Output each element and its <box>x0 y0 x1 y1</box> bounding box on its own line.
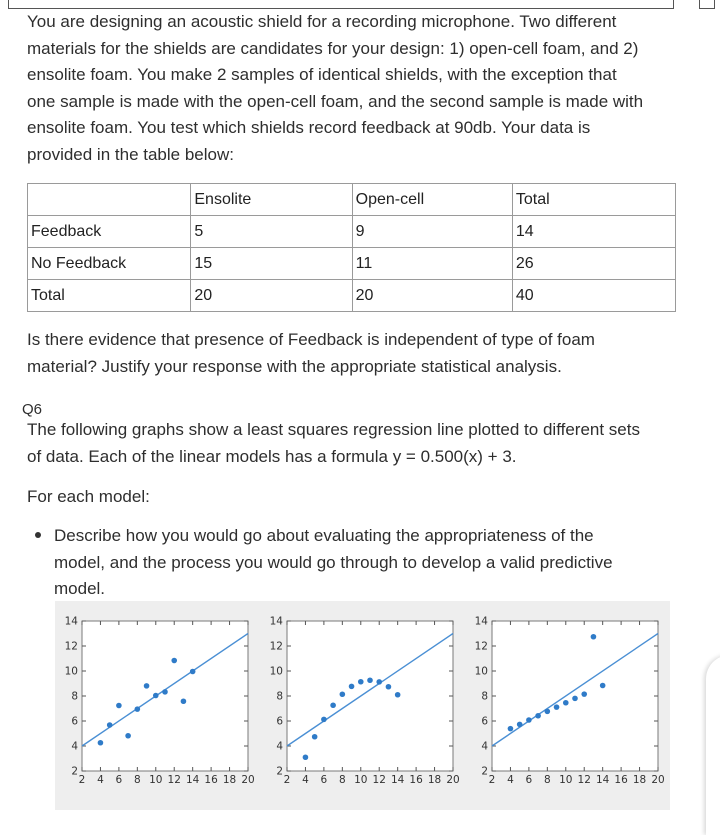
x-tick-label: 16 <box>409 774 423 786</box>
x-tick-label: 18 <box>222 774 237 786</box>
data-point <box>125 733 131 739</box>
x-tick-label: 6 <box>320 774 328 786</box>
y-tick-label: 12 <box>64 640 78 653</box>
y-tick-label: 14 <box>474 615 488 628</box>
x-tick-label: 2 <box>283 774 291 786</box>
data-point <box>116 703 122 709</box>
data-point <box>303 754 309 760</box>
data-point <box>181 698 187 704</box>
scatter-plot-2 <box>260 601 465 810</box>
data-point <box>545 709 551 715</box>
bullet-item <box>54 523 613 603</box>
intro-line: ensolite foam. You make 2 samples of identical shields, with the exception that <box>27 65 617 85</box>
table-header-row <box>28 184 676 216</box>
y-tick-label: 2 <box>481 765 488 778</box>
header-cell: Total <box>512 184 675 216</box>
data-point <box>591 634 597 640</box>
side-panel-edge <box>706 655 720 835</box>
q6-paragraph <box>27 417 640 470</box>
data-point <box>144 683 150 689</box>
table-cell: 15 <box>191 248 352 280</box>
table-row <box>28 280 676 312</box>
table-cell: 14 <box>512 216 675 248</box>
data-point <box>395 692 401 698</box>
table-cell: 26 <box>512 248 675 280</box>
x-tick-label: 2 <box>78 774 86 786</box>
y-tick-label: 2 <box>276 765 283 778</box>
y-tick-label: 4 <box>481 740 488 753</box>
q6-line: The following graphs show a least squares regression line plotted to different sets <box>27 420 640 439</box>
table-cell: 20 <box>352 280 512 312</box>
table-cell: 40 <box>512 280 675 312</box>
y-tick-label: 6 <box>481 715 488 728</box>
x-tick-label: 14 <box>185 774 200 786</box>
data-point <box>508 726 514 732</box>
scatter-plot-1 <box>55 601 260 810</box>
x-tick-label: 8 <box>338 774 346 786</box>
data-point <box>171 658 177 664</box>
data-point <box>330 702 336 708</box>
data-point <box>600 683 606 689</box>
table-cell: 5 <box>191 216 352 248</box>
table-cell: 11 <box>352 248 512 280</box>
intro-paragraph <box>27 9 643 169</box>
y-tick-label: 4 <box>71 740 78 753</box>
data-point <box>321 717 327 723</box>
data-point <box>581 691 587 697</box>
x-tick-label: 6 <box>525 774 533 786</box>
data-point <box>312 734 318 740</box>
x-tick-label: 8 <box>133 774 141 786</box>
x-tick-label: 6 <box>115 774 123 786</box>
bullet-line: model, and the process you would go through to develop a valid predictive <box>54 552 613 572</box>
data-point <box>367 677 373 683</box>
x-tick-label: 20 <box>241 774 255 786</box>
x-tick-label: 12 <box>577 774 591 786</box>
intro-line: provided in the table below: <box>27 144 234 164</box>
data-point <box>135 706 141 712</box>
intro-line: one sample is made with the open-cell foam, and the second sample is made with <box>27 91 644 111</box>
y-tick-label: 8 <box>71 690 78 703</box>
data-point <box>526 717 532 723</box>
for-each-label: For each model: <box>27 487 150 506</box>
y-tick-label: 6 <box>71 715 78 728</box>
x-tick-label: 2 <box>488 774 496 786</box>
x-tick-label: 4 <box>302 774 309 786</box>
x-tick-label: 18 <box>632 774 647 786</box>
x-tick-label: 20 <box>651 774 665 786</box>
y-tick-label: 8 <box>276 690 283 703</box>
data-point <box>572 696 578 702</box>
question-line: material? Justify your response with the appropriate statistical analysis. <box>27 356 562 376</box>
data-point <box>563 700 569 706</box>
data-point <box>535 713 541 719</box>
regression-plots <box>55 601 670 810</box>
plot-area <box>82 621 248 771</box>
x-tick-label: 14 <box>595 774 610 786</box>
intro-line: ensolite foam. You test which shields record feedback at 90db. Your data is <box>27 118 591 138</box>
data-point <box>386 684 392 690</box>
scatter-plot-svg <box>55 601 260 810</box>
x-tick-label: 16 <box>204 774 218 786</box>
data-point <box>554 704 560 710</box>
y-tick-label: 12 <box>269 640 283 653</box>
question-number: Q6 <box>22 401 43 418</box>
y-tick-label: 14 <box>64 615 78 628</box>
table-cell: No Feedback <box>28 248 191 280</box>
data-point <box>153 693 159 699</box>
q6-line: of data. Each of the linear models has a formula y = 0.500(x) + 3. <box>27 446 517 466</box>
x-tick-label: 10 <box>354 774 368 786</box>
data-point <box>349 684 355 690</box>
y-tick-label: 10 <box>474 665 488 678</box>
x-tick-label: 4 <box>97 774 104 786</box>
x-tick-label: 18 <box>427 774 442 786</box>
scatter-plot-svg <box>465 601 670 810</box>
table-row <box>28 216 676 248</box>
question-paragraph <box>27 327 595 380</box>
table-cell: Feedback <box>28 216 191 248</box>
contingency-table <box>27 183 676 312</box>
bullet-line: model. <box>54 579 106 599</box>
y-tick-label: 8 <box>481 690 488 703</box>
x-tick-label: 4 <box>507 774 514 786</box>
scatter-plot-3 <box>465 601 670 810</box>
data-point <box>162 689 168 695</box>
y-tick-label: 10 <box>269 665 283 678</box>
y-tick-label: 14 <box>269 615 283 628</box>
y-tick-label: 12 <box>474 640 488 653</box>
table-cell: 20 <box>191 280 352 312</box>
x-tick-label: 8 <box>543 774 551 786</box>
question-line: Is there evidence that presence of Feedback is independent of type of foam <box>27 330 595 349</box>
corner-marker <box>699 0 715 9</box>
x-tick-label: 14 <box>390 774 405 786</box>
x-tick-label: 12 <box>167 774 181 786</box>
table-row <box>28 248 676 280</box>
y-tick-label: 10 <box>64 665 78 678</box>
header-cell: Ensolite <box>191 184 352 216</box>
header-cell <box>28 184 191 216</box>
bullet-icon <box>35 532 41 538</box>
data-point <box>190 669 196 675</box>
data-point <box>340 691 346 697</box>
data-point <box>98 740 104 746</box>
data-point <box>358 679 364 685</box>
y-tick-label: 4 <box>276 740 283 753</box>
x-tick-label: 16 <box>614 774 628 786</box>
intro-line: materials for the shields are candidates for your design: 1) open-cell foam, and 2) <box>27 38 639 58</box>
data-point <box>517 722 523 728</box>
y-tick-label: 2 <box>71 765 78 778</box>
scatter-plot-svg <box>260 601 465 810</box>
x-tick-label: 10 <box>149 774 163 786</box>
plot-area <box>287 621 453 771</box>
header-cell: Open-cell <box>352 184 512 216</box>
table-cell: Total <box>28 280 191 312</box>
x-tick-label: 12 <box>372 774 386 786</box>
y-tick-label: 6 <box>276 715 283 728</box>
data-point <box>107 722 113 728</box>
bullet-line: Describe how you would go about evaluating the appropriateness of the <box>54 526 594 545</box>
data-point <box>376 679 382 685</box>
table-cell: 9 <box>352 216 512 248</box>
intro-line: You are designing an acoustic shield for a recording microphone. Two different <box>27 12 617 31</box>
x-tick-label: 20 <box>446 774 460 786</box>
previous-card-bottom-edge <box>8 0 674 9</box>
x-tick-label: 10 <box>559 774 573 786</box>
